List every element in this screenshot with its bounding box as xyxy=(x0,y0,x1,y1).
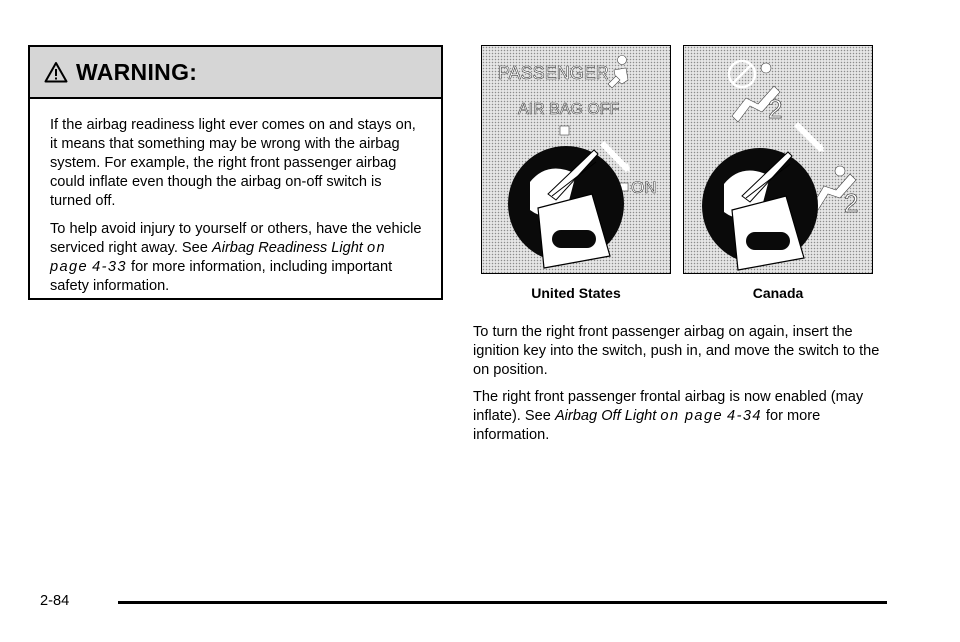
warning-triangle-icon xyxy=(44,61,68,83)
airbag-readiness-light-link[interactable]: Airbag Readiness Light xyxy=(211,240,363,256)
passenger-label: PASSENGER xyxy=(498,63,609,83)
footer-rule xyxy=(118,601,887,604)
warning-paragraph-2-lead: To help avoid injury to yourself or others, have the vehicle serviced right away. See xyxy=(50,221,422,256)
on-page-label: on page xyxy=(50,240,386,275)
warning-header xyxy=(30,47,441,99)
passenger-seat-icon xyxy=(608,56,628,89)
page-reference[interactable]: 4-34 xyxy=(727,408,762,424)
airbag-off-light-link[interactable]: Airbag Off Light xyxy=(554,408,657,424)
canada-caption: Canada xyxy=(752,285,804,301)
us-switch-illustration xyxy=(481,45,671,274)
warning-paragraph-2-tail: for more information, including important safety information. xyxy=(50,259,393,294)
page-number: 2-84 xyxy=(40,593,70,609)
on-page-label: on page xyxy=(660,408,723,424)
body-paragraph-2 xyxy=(473,388,883,445)
svg-text:2: 2 xyxy=(768,94,783,124)
us-caption: United States xyxy=(531,285,621,301)
airbag-off-label: AIR BAG OFF xyxy=(518,101,620,118)
warning-paragraph-1: If the airbag readiness light ever comes on and stays on, it means that something may be wrong with the airbag system. For example, the right front passenger airbag could inflate even though the airbag on-off switch is turned off. xyxy=(50,117,416,209)
canada-switch-illustration xyxy=(683,45,873,274)
warning-box xyxy=(28,45,443,300)
on-label: ON xyxy=(631,178,657,197)
svg-text:2: 2 xyxy=(844,188,859,218)
warning-body xyxy=(30,99,441,296)
body-paragraph-2-tail: for more information. xyxy=(473,408,821,443)
page-reference[interactable]: 4-33 xyxy=(92,259,127,275)
airbag-on-symbol-icon xyxy=(812,166,858,218)
warning-paragraph-2 xyxy=(50,220,425,296)
body-text xyxy=(473,323,883,453)
airbag-off-symbol-icon xyxy=(729,61,782,124)
warning-title: WARNING: xyxy=(76,58,198,85)
body-paragraph-1: To turn the right front passenger airbag on again, insert the ignition key into the switch, push in, and move the switch to the on position. xyxy=(473,324,880,378)
body-paragraph-2-lead: The right front passenger frontal airbag is now enabled (may inflate). See xyxy=(473,389,864,424)
